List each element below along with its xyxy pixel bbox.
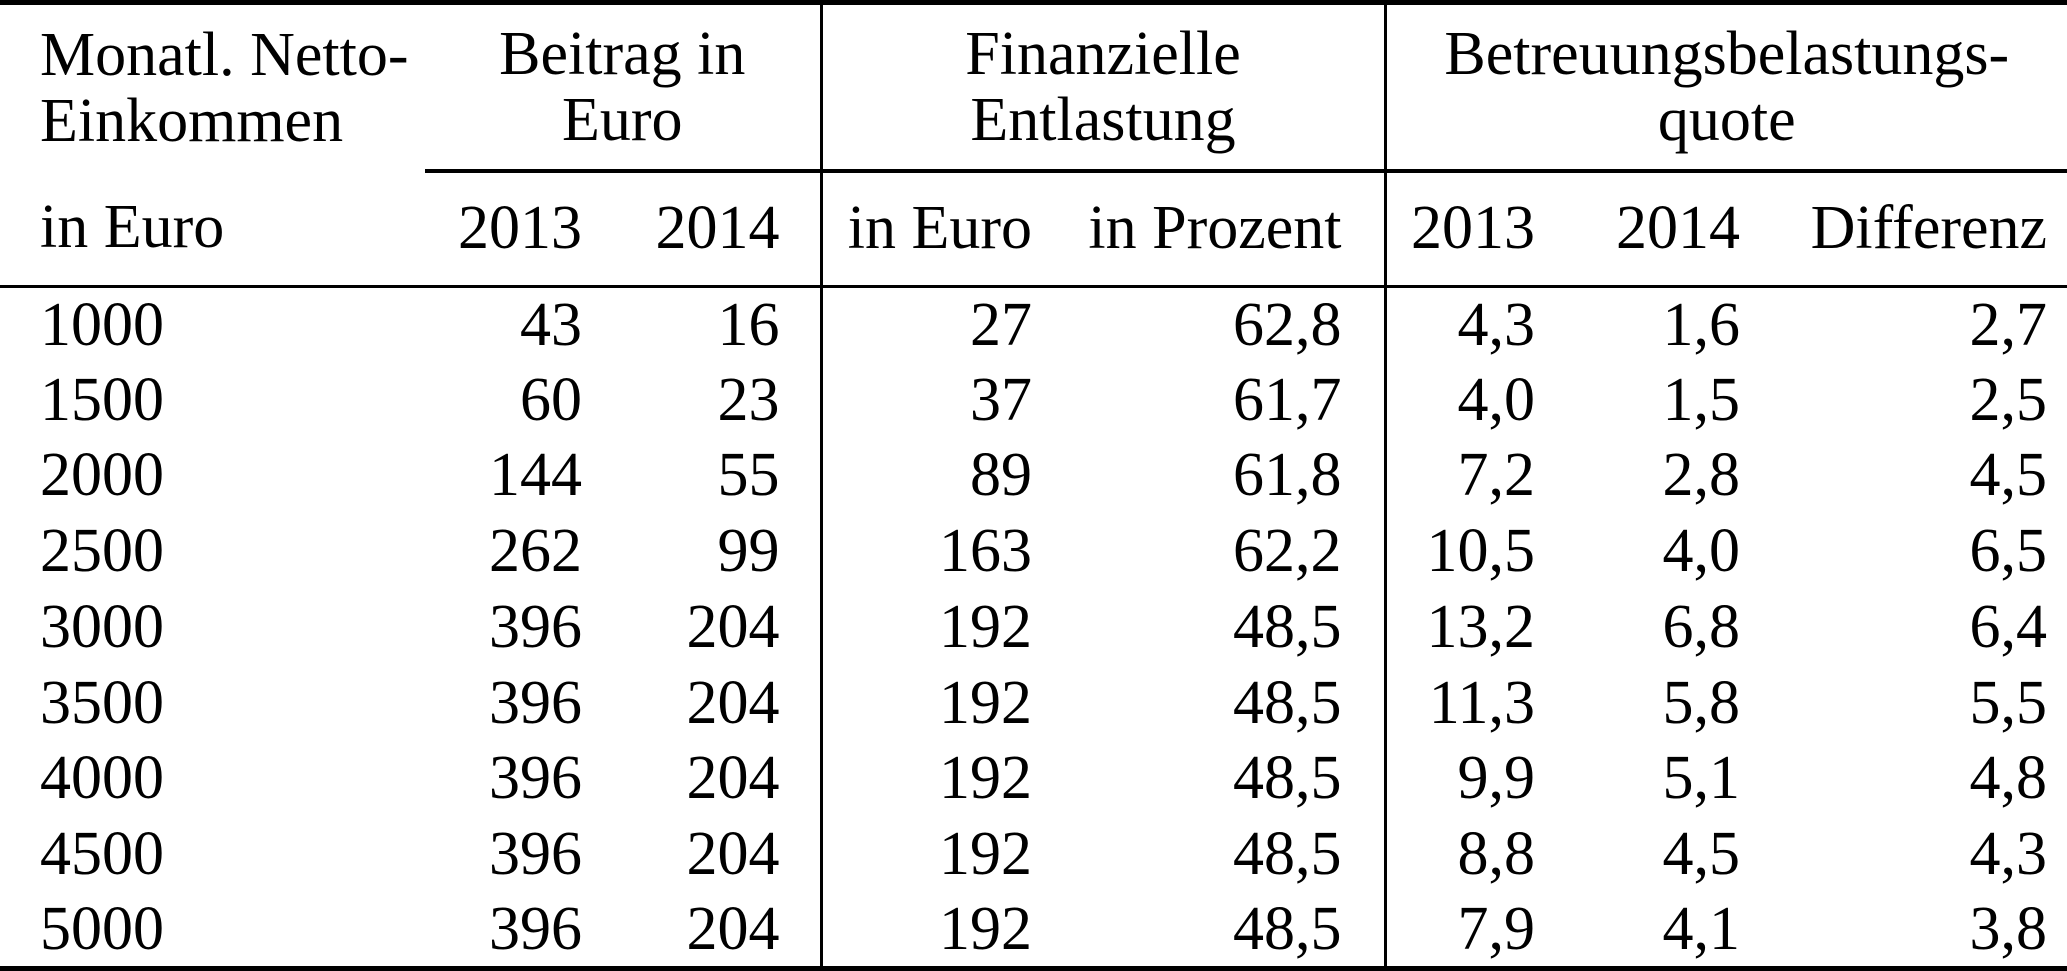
group-header-row — [0, 3, 2067, 171]
column-group-quote — [1385, 3, 2067, 171]
cell-entlastung-prozent: 61,7 — [1233, 365, 1342, 434]
group-income-line2: Einkommen — [40, 86, 344, 155]
cell-entlastung-euro: 27 — [821, 287, 1032, 363]
cell-entlastung-euro: 192 — [821, 665, 1032, 741]
cell-beitrag-2014: 55 — [717, 441, 780, 510]
cell-quote-2014: 4,0 — [1662, 517, 1740, 586]
cell-income: 5000 — [40, 894, 164, 963]
cell-quote-2013: 9,9 — [1385, 741, 1535, 817]
group-entlastung-line1: Finanzielle — [965, 19, 1241, 88]
cell-quote-2014: 6,8 — [1662, 592, 1740, 661]
subheader-entlastung-prozent: in Prozent — [1032, 171, 1385, 287]
cell-quote-2013: 7,2 — [1385, 438, 1535, 514]
cell-income: 1500 — [40, 365, 164, 434]
cell-beitrag-2013: 43 — [520, 290, 582, 359]
group-quote-line2: quote — [1657, 85, 1796, 154]
table-row — [0, 893, 2067, 969]
cell-beitrag-2013: 396 — [489, 668, 582, 737]
cell-quote-2014: 1,6 — [1662, 290, 1740, 359]
table-row — [0, 665, 2067, 741]
group-beitrag-line1: Beitrag in — [499, 19, 746, 88]
group-beitrag-line2: Euro — [561, 85, 683, 154]
cell-beitrag-2014: 23 — [717, 365, 780, 434]
cell-entlastung-euro: 37 — [821, 362, 1032, 438]
subheader-income-unit: in Euro — [0, 171, 425, 287]
cell-quote-differenz: 6,4 — [1969, 592, 2048, 661]
table-row — [0, 514, 2067, 590]
group-quote-line1: Betreuungsbelastungs- — [1444, 19, 2010, 88]
cell-income: 2500 — [40, 517, 164, 586]
table-row — [0, 287, 2067, 363]
subheader-beitrag-2013: 2013 — [425, 171, 582, 287]
group-income-line1: Monatl. Netto- — [40, 20, 409, 89]
column-group-income — [0, 3, 425, 171]
cell-beitrag-2014: 204 — [686, 744, 780, 813]
cell-beitrag-2013: 262 — [489, 517, 582, 586]
cell-quote-2013: 4,3 — [1385, 287, 1535, 363]
cell-beitrag-2013: 144 — [489, 441, 582, 510]
sub-header-row — [0, 171, 2067, 287]
cell-quote-2013: 4,0 — [1385, 362, 1535, 438]
column-group-entlastung — [821, 3, 1385, 171]
cell-entlastung-prozent: 62,8 — [1233, 290, 1342, 359]
cell-quote-differenz: 4,3 — [1969, 820, 2048, 889]
cell-quote-2014: 1,5 — [1662, 365, 1740, 434]
cell-entlastung-prozent: 48,5 — [1233, 668, 1342, 737]
cell-beitrag-2014: 204 — [686, 820, 780, 889]
cell-entlastung-prozent: 48,5 — [1233, 592, 1342, 661]
cell-beitrag-2013: 396 — [489, 894, 582, 963]
cell-quote-differenz: 6,5 — [1969, 517, 2048, 586]
cell-beitrag-2013: 396 — [489, 744, 582, 813]
subheader-entlastung-euro: in Euro — [821, 171, 1032, 287]
cell-quote-differenz: 2,7 — [1969, 290, 2048, 359]
cell-beitrag-2014: 99 — [717, 517, 780, 586]
table-row — [0, 741, 2067, 817]
cell-entlastung-euro: 163 — [821, 514, 1032, 590]
cell-quote-2014: 4,1 — [1662, 894, 1740, 963]
cell-entlastung-euro: 192 — [821, 741, 1032, 817]
cell-quote-differenz: 5,5 — [1969, 668, 2048, 737]
cell-quote-2014: 4,5 — [1662, 820, 1740, 889]
cell-beitrag-2014: 16 — [717, 290, 780, 359]
cell-beitrag-2014: 204 — [686, 894, 780, 963]
cell-quote-differenz: 3,8 — [1969, 894, 2048, 963]
cell-quote-2014: 5,8 — [1662, 668, 1740, 737]
subheader-quote-differenz: Differenz — [1740, 171, 2067, 287]
cell-entlastung-euro: 89 — [821, 438, 1032, 514]
table-row — [0, 438, 2067, 514]
cell-quote-2013: 10,5 — [1385, 514, 1535, 590]
cell-entlastung-prozent: 61,8 — [1233, 441, 1342, 510]
cell-beitrag-2013: 60 — [520, 365, 582, 434]
cell-entlastung-prozent: 62,2 — [1233, 517, 1342, 586]
cell-quote-2014: 5,1 — [1662, 744, 1740, 813]
cell-beitrag-2013: 396 — [489, 592, 582, 661]
cell-beitrag-2014: 204 — [686, 592, 780, 661]
cell-entlastung-prozent: 48,5 — [1233, 894, 1342, 963]
cell-beitrag-2013: 396 — [489, 820, 582, 889]
cell-quote-differenz: 2,5 — [1969, 365, 2048, 434]
cell-quote-2013: 7,9 — [1385, 893, 1535, 969]
table-row — [0, 817, 2067, 893]
table-row — [0, 590, 2067, 666]
cell-income: 3000 — [40, 592, 164, 661]
cell-quote-2013: 13,2 — [1385, 590, 1535, 666]
cell-entlastung-euro: 192 — [821, 590, 1032, 666]
cell-income: 1000 — [40, 290, 164, 359]
cell-quote-differenz: 4,5 — [1969, 441, 2048, 510]
cell-quote-2013: 11,3 — [1385, 665, 1535, 741]
subheader-quote-2014: 2014 — [1535, 171, 1740, 287]
cell-quote-2014: 2,8 — [1662, 441, 1740, 510]
cell-entlastung-prozent: 48,5 — [1233, 820, 1342, 889]
table-row — [0, 362, 2067, 438]
group-entlastung-line2: Entlastung — [970, 85, 1236, 154]
cell-quote-differenz: 4,8 — [1969, 744, 2048, 813]
cell-income: 4000 — [40, 744, 164, 813]
cell-quote-2013: 8,8 — [1385, 817, 1535, 893]
cell-entlastung-euro: 192 — [821, 893, 1032, 969]
cell-income: 4500 — [40, 820, 164, 889]
subheader-quote-2013: 2013 — [1385, 171, 1535, 287]
column-group-beitrag — [425, 3, 821, 171]
cell-entlastung-euro: 192 — [821, 817, 1032, 893]
cell-income: 2000 — [40, 441, 164, 510]
cell-income: 3500 — [40, 668, 164, 737]
cell-beitrag-2014: 204 — [686, 668, 780, 737]
cell-entlastung-prozent: 48,5 — [1233, 744, 1342, 813]
subheader-beitrag-2014: 2014 — [582, 171, 821, 287]
